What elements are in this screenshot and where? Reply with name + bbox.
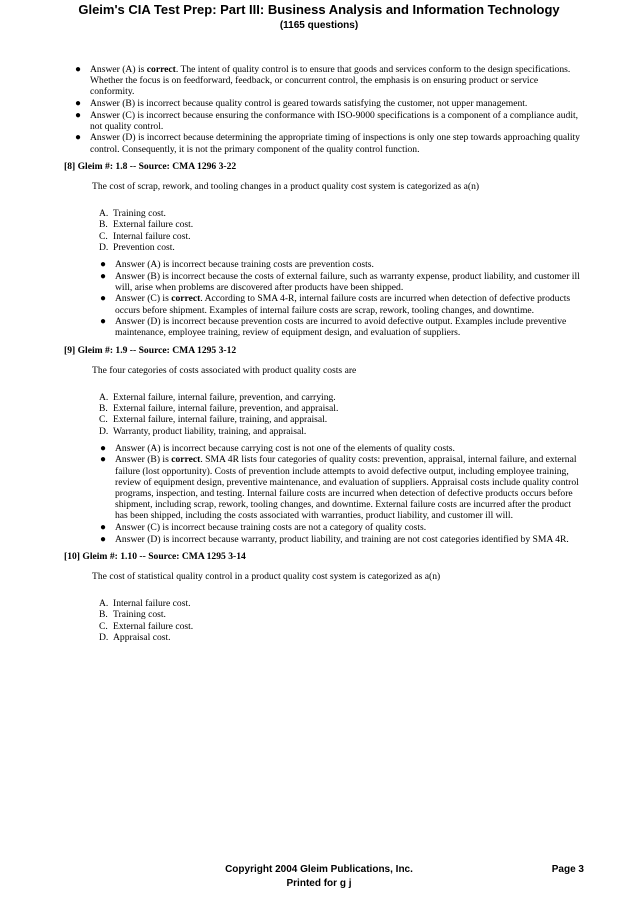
bullet-icon: ●: [75, 98, 82, 109]
choice-item: [64, 414, 584, 425]
answer-item: [89, 316, 584, 338]
document-body: [64, 64, 584, 643]
bullet-icon: ●: [100, 293, 107, 305]
choice-text: External failure, internal failure, prevention, and appraisal.: [113, 403, 339, 415]
bullet-icon: ●: [100, 522, 107, 534]
choice-item: [64, 426, 584, 437]
answer-text: Answer (B) is incorrect because the costs of external failure, such as warranty expense, product liability, and customer ill will, arise when problems are discovered after products have been shipped.: [115, 270, 580, 293]
answer-text: Answer (D) is incorrect because determining the appropriate timing of inspections is only one step towards approaching quality control. Consequently, it is not the primary component of the quality control function.: [90, 132, 580, 155]
question-count: (1165 questions): [279, 20, 359, 31]
bullet-icon: ●: [100, 533, 107, 545]
choice-letter: A.: [99, 208, 109, 220]
correct-label: correct: [171, 454, 201, 466]
question-heading: [9] Gleim #: 1.9 -- Source: CMA 1295 3-12: [64, 344, 237, 356]
bullet-icon: ●: [75, 132, 82, 144]
answer-item: [89, 293, 584, 315]
question-stem: The cost of statistical quality control in a product quality cost system is categorized as a(n): [92, 571, 441, 583]
choice-text: External failure, internal failure, training, and appraisal.: [113, 414, 328, 426]
answer-text: Answer (D) is incorrect because warranty, product liability, and training are not cost categories identified by SMA 4R.: [115, 533, 569, 545]
choice-text: External failure cost.: [113, 620, 194, 632]
choice-text: Internal failure cost.: [113, 230, 191, 242]
correct-label: correct: [171, 293, 201, 305]
choice-letter: B.: [99, 609, 108, 621]
choice-item: [64, 632, 584, 643]
choice-text: Prevention cost.: [113, 241, 175, 253]
choice-text: Warranty, product liability, training, and appraisal.: [113, 425, 307, 437]
choice-letter: B.: [99, 219, 108, 231]
answer-text: Answer (D) is incorrect because prevention costs are incurred to avoid defective output. Examples include preventive maintenance, employee training, review of equipment design, and evaluation of suppliers.: [115, 316, 567, 339]
choice-text: Internal failure cost.: [113, 598, 191, 610]
answer-text: . SMA 4R lists four categories of quality costs: prevention, appraisal, internal failure, and external failure (lost opportunity). Costs of prevention include attempts to avoid defective output, including employee training, review of equipment design, preventive maintenance, and evaluation of suppliers. Appraisal costs include quality control programs, inspection, and testing. Internal failure costs are incurred when detection of defective products occurs before shipment, including scrap, rework, tooling changes, and downtime. External failure costs are incurred after the product has been shipped, including the costs associated with warranties, product liability, and customer ill will.: [115, 454, 579, 522]
answer-text: Answer (C) is incorrect because training costs are not a category of quality costs.: [115, 522, 427, 534]
choice-letter: D.: [99, 425, 109, 437]
printed-for: Printed for g j: [286, 878, 352, 889]
answer-item: [89, 271, 584, 293]
page-title: Gleim's CIA Test Prep: Part III: Business Analysis and Information Technology: [78, 2, 560, 17]
choice-item: [64, 609, 584, 620]
answer-list: [89, 443, 584, 545]
answer-text: Answer (A) is incorrect because carrying cost is not one of the elements of quality costs.: [115, 442, 455, 454]
choice-text: External failure cost.: [113, 219, 194, 231]
answer-text: Answer (A) is: [90, 64, 147, 75]
choice-item: [64, 219, 584, 230]
answer-item: [89, 522, 584, 533]
choice-letter: A.: [99, 392, 109, 404]
answer-list: [89, 259, 584, 339]
question-block: [64, 345, 584, 545]
answer-text: Answer (C) is: [115, 293, 172, 305]
choice-letter: C.: [99, 230, 108, 242]
choice-letter: C.: [99, 620, 108, 632]
correct-label: correct: [146, 64, 176, 75]
question-block: [64, 551, 584, 643]
choice-item: [64, 403, 584, 414]
bullet-icon: ●: [100, 454, 107, 466]
bullet-icon: ●: [75, 109, 82, 121]
bullet-icon: ●: [100, 270, 107, 282]
choice-letter: D.: [99, 631, 109, 643]
choice-text: Training cost.: [113, 609, 166, 621]
choice-list: [64, 392, 584, 437]
question-stem: The cost of scrap, rework, and tooling changes in a product quality cost system is categorized as a(n): [92, 181, 480, 192]
answer-text: Answer (C) is incorrect because ensuring the conformance with ISO-9000 specifications is a component of a compliance audit, not quality control.: [90, 109, 579, 132]
answer-item: [64, 64, 584, 98]
choice-letter: B.: [99, 403, 108, 415]
answer-item: [64, 98, 584, 109]
bullet-icon: ●: [100, 316, 107, 328]
question-stem: The four categories of costs associated with product quality costs are: [92, 364, 357, 376]
choice-list: [64, 598, 584, 643]
choice-letter: C.: [99, 414, 108, 426]
choice-item: [64, 621, 584, 632]
bullet-icon: ●: [100, 259, 107, 271]
choice-item: [64, 242, 584, 253]
answer-item: [89, 454, 584, 521]
answer-item: [89, 259, 584, 270]
answer-item: [89, 443, 584, 454]
answer-item: [64, 110, 584, 132]
choice-item: [64, 392, 584, 403]
answer-list: [64, 64, 584, 155]
choice-item: [64, 598, 584, 609]
answer-text: Answer (B) is incorrect because quality control is geared towards satisfying the customer, not upper management.: [90, 98, 528, 109]
answer-text: . The intent of quality control is to ensure that goods and services conform to the design specifications. Whether the focus is on feedforward, feedback, or concurrent control, the emphasis is on ensuring product or service conformity.: [90, 64, 571, 98]
choice-item: [64, 231, 584, 242]
answer-item: [89, 534, 584, 545]
choice-letter: A.: [99, 598, 109, 610]
bullet-icon: ●: [100, 442, 107, 454]
answer-text: . According to SMA 4-R, internal failure costs are incurred when detection of defective products occurs before shipment. Examples of internal failure costs are scrap, rework, tooling changes, and downtime.: [115, 293, 571, 316]
question-heading: [8] Gleim #: 1.8 -- Source: CMA 1296 3-22: [64, 160, 237, 172]
choice-item: [64, 208, 584, 219]
choice-letter: D.: [99, 241, 109, 253]
answer-item: [64, 132, 584, 154]
page-number: Page 3: [551, 864, 584, 875]
question-block: [64, 161, 584, 339]
question-list: [64, 161, 584, 643]
choice-text: Appraisal cost.: [113, 631, 171, 643]
question-heading: [10] Gleim #: 1.10 -- Source: CMA 1295 3-14: [64, 550, 246, 562]
choice-list: [64, 208, 584, 253]
bullet-icon: ●: [75, 64, 82, 75]
choice-text: Training cost.: [113, 208, 166, 220]
answer-text: Answer (B) is: [115, 454, 172, 466]
choice-text: External failure, internal failure, prevention, and carrying.: [113, 392, 336, 404]
answer-text: Answer (A) is incorrect because training costs are prevention costs.: [115, 259, 374, 271]
copyright-notice: Copyright 2004 Gleim Publications, Inc.: [225, 864, 413, 875]
